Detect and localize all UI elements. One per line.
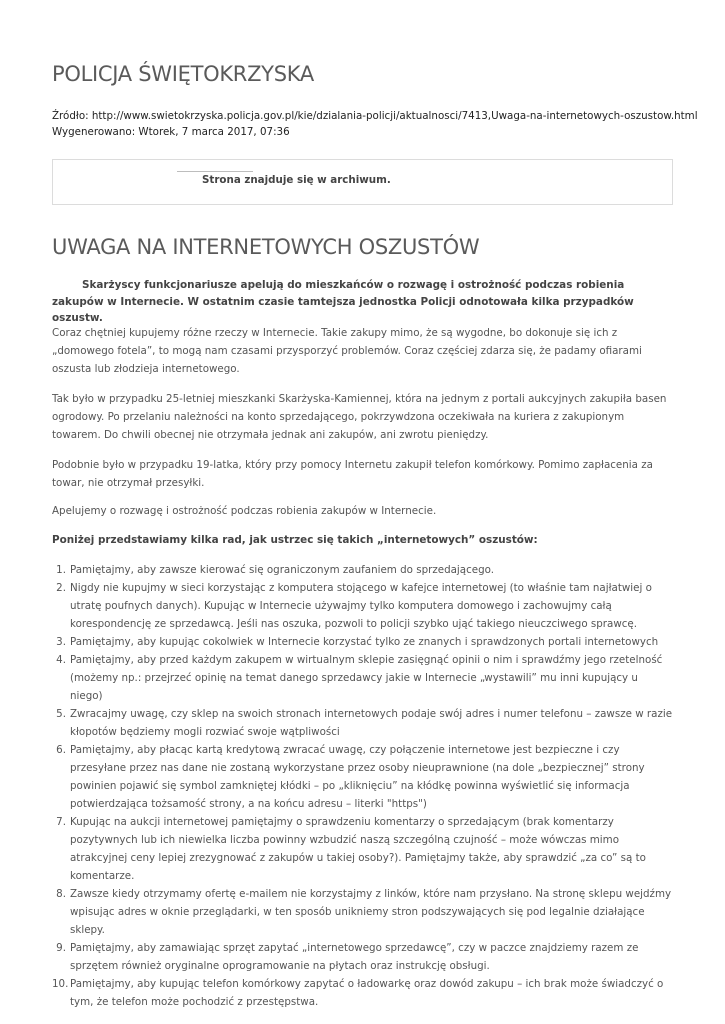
tips-heading: Poniżej przedstawiamy kilka rad, jak ustrzec się takich „internetowych” oszustów: (52, 534, 538, 546)
list-item (52, 813, 673, 885)
generated-date: Wygenerowano: Wtorek, 7 marca 2017, 07:36 (52, 126, 290, 138)
meta-info (52, 108, 698, 140)
list-item (52, 561, 673, 579)
list-item-text: Pamiętajmy, aby kupując cokolwiek w Internecie korzystać tylko ze znanych i sprawdzonych portali internetowych (70, 636, 659, 648)
list-item-number: 2. (56, 582, 66, 594)
source-url: Źródło: http://www.swietokrzyska.policja.gov.pl/kie/dzialania-policji/aktualnosci/7413,Uwaga-na-internetowych-oszustow.html (52, 110, 698, 122)
archive-notice-box (52, 159, 673, 205)
list-item (52, 741, 673, 813)
list-item-text: Pamiętajmy, aby kupując telefon komórkowy zapytać o ładowarkę oraz dowód zakupu – ich brak może świadczyć o tym, że telefon może pochodzić z przestępstwa. (70, 978, 664, 1008)
site-title: POLICJA ŚWIĘTOKRZYSKA (52, 62, 314, 86)
article-paragraph: Tak było w przypadku 25-letniej mieszkanki Skarżyska-Kamiennej, która na jednym z portali aukcyjnych zakupiła basen ogrodowy. Po przelaniu należności na konto sprzedającego, pokrzywdzona oczekiwała na kuriera z zakupionym towarem. Do chwili obecnej nie otrzymała jednak ani zakupów, ani zwrotu pieniędzy. (52, 393, 667, 441)
list-item-text: Zwracajmy uwagę, czy sklep na swoich stronach internetowych podaje swój adres i numer telefonu – zawsze w razie kłopotów będziemy mogli rozwiać swoje wątpliwości (70, 708, 673, 738)
list-item (52, 651, 673, 705)
article-lead: Skarżyscy funkcjonariusze apelują do mieszkańców o rozwagę i ostrożność podczas robienia zakupów w Internecie. W ostatnim czasie tamtejsza jednostka Policji odnotowała kilka przypadków oszustw. (52, 279, 634, 324)
list-item (52, 705, 673, 741)
list-item (52, 885, 673, 939)
list-item-number: 4. (56, 654, 66, 666)
list-item-number: 10. (52, 978, 69, 990)
list-item (52, 939, 673, 975)
list-item-number: 5. (56, 708, 66, 720)
article-title: UWAGA NA INTERNETOWYCH OSZUSTÓW (52, 235, 480, 259)
article-paragraph: Coraz chętniej kupujemy różne rzeczy w Internecie. Takie zakupy mimo, że są wygodne, bo dokonuje się ich z „domowego fotela”, to mogą nam czasami przysporzyć problemów. Coraz częściej zdarza się, że padamy ofiarami oszusta lub złodzieja internetowego. (52, 327, 642, 375)
list-item-number: 9. (56, 942, 66, 954)
list-item-text: Pamiętajmy, aby płacąc kartą kredytową zwracać uwagę, czy połączenie internetowe jest bezpieczne i czy przesyłane przez nas dane nie zostaną wykorzystane przez osoby nieuprawnione (na dole „bezpiecznej” strony powinien pojawić się symbol zamkniętej kłódki – po „kliknięciu” na kłódkę powinna wyświetlić się informacja potwierdzająca tożsamość strony, a na końcu adresu – literki "https") (70, 744, 645, 810)
archive-notice: Strona znajduje się w archiwum. (202, 174, 391, 186)
archive-divider (177, 171, 253, 172)
list-item-number: 6. (56, 744, 66, 756)
list-item-text: Kupując na aukcji internetowej pamiętajmy o sprawdzeniu komentarzy o sprzedającym (brak komentarzy pozytywnych lub ich niewielka liczba powinny wzbudzić naszą szczególną czujność – może wówczas mimo atrakcyjnej ceny lepiej zrezygnować z zakupów u takiej osoby?). Pamiętajmy także, aby sprawdzić „za co” są to komentarze. (70, 816, 646, 882)
list-item-number: 1. (56, 564, 66, 576)
list-item-number: 8. (56, 888, 66, 900)
list-item (52, 975, 673, 1011)
list-item (52, 633, 673, 651)
list-item-text: Zawsze kiedy otrzymamy ofertę e-mailem nie korzystajmy z linków, które nam przysłano. Na stronę sklepu wejdźmy wpisując adres w oknie przeglądarki, w ten sposób unikniemy stron podszywających się pod legalnie działające sklepy. (70, 888, 672, 936)
list-item-text: Pamiętajmy, aby zamawiając sprzęt zapytać „internetowego sprzedawcę”, czy w paczce znajdziemy razem ze sprzętem również oryginalne oprogramowanie na płytach oraz instrukcję obsługi. (70, 942, 639, 972)
list-item-number: 3. (56, 636, 66, 648)
list-item (52, 579, 673, 633)
article-paragraph: Apelujemy o rozwagę i ostrożność podczas robienia zakupów w Internecie. (52, 505, 437, 517)
list-item-text: Pamiętajmy, aby przed każdym zakupem w wirtualnym sklepie zasięgnąć opinii o nim i sprawdźmy jego rzetelność (możemy np.: przejrzeć opinię na temat danego sprzedawcy jakie w Internecie „wystawili” mu inni kupujący u niego) (70, 654, 663, 702)
list-item-number: 7. (56, 816, 66, 828)
tips-list (52, 561, 673, 1011)
list-item-text: Pamiętajmy, aby zawsze kierować się ograniczonym zaufaniem do sprzedającego. (70, 564, 495, 576)
article-paragraph: Podobnie było w przypadku 19-latka, który przy pomocy Internetu zakupił telefon komórkowy. Pomimo zapłacenia za towar, nie otrzymał przesyłki. (52, 459, 653, 489)
list-item-text: Nigdy nie kupujmy w sieci korzystając z komputera stojącego w kafejce internetowej (to właśnie tam najłatwiej o utratę poufnych danych). Kupując w Internecie używajmy tylko komputera domowego i zachowujmy całą korespondencję ze sprzedawcą. Jeśli nas oszuka, pozwoli to policji szybko ująć takiego nieuczciwego sprawcę. (70, 582, 652, 630)
